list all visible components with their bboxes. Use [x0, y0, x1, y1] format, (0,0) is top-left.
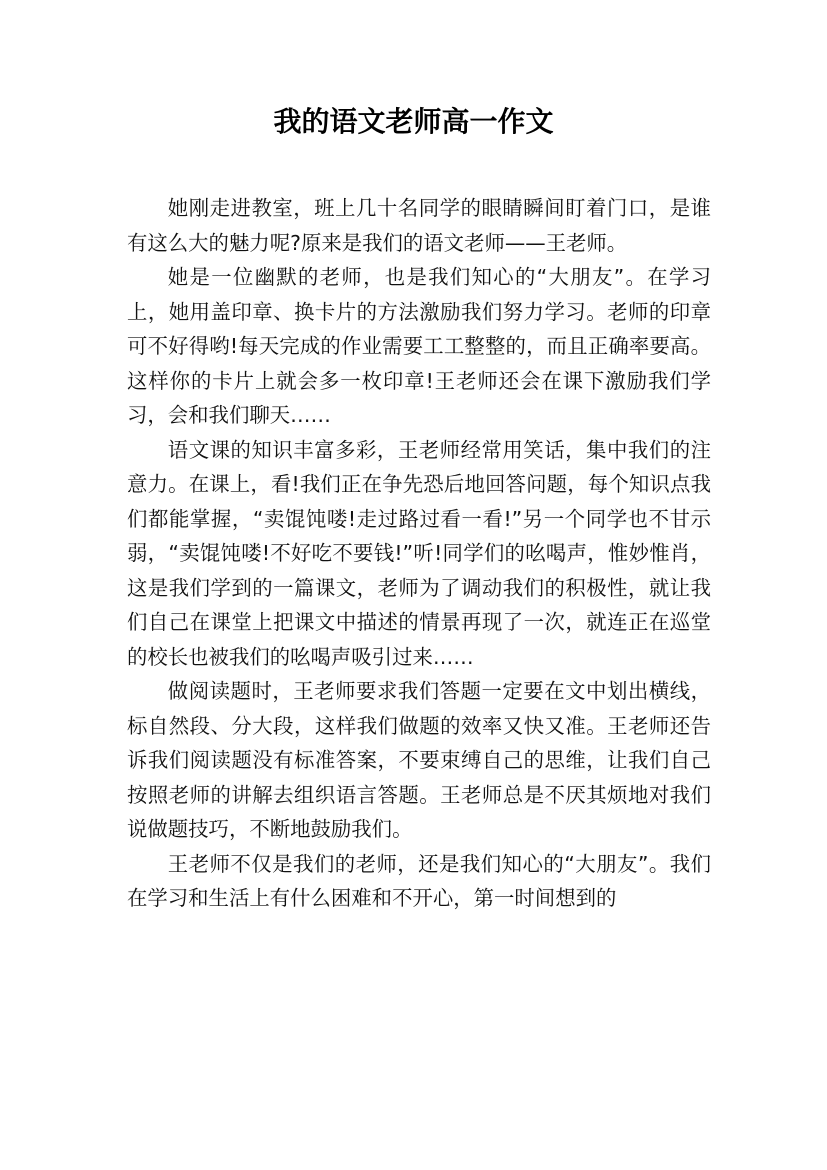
paragraph-4: 做阅读题时，王老师要求我们答题一定要在文中划出横线，标自然段、分大段，这样我们做题的效率又快又准。王老师还告诉我们阅读题没有标准答案，不要束缚自己的思维，让我们自己按照老师的讲解去组织语言答题。王老师总是不厌其烦地对我们说做题技巧，不断地鼓励我们。	[127, 679, 711, 841]
document-title: 我的语文老师高一作文	[273, 105, 554, 138]
paragraph-3: 语文课的知识丰富多彩，王老师经常用笑话，集中我们的注意力。在课上，看!我们正在争先恐后地回答问题，每个知识点我们都能掌握，“卖馄饨喽!走过路过看一看!”另一个同学也不甘示弱，“卖馄饨喽!不好吃不要钱!”听!同学们的吆喝声，惟妙惟肖，这是我们学到的一篇课文，老师为了调动我们的积极性，就让我们自己在课堂上把课文中描述的情景再现了一次，就连正在巡堂的校长也被我们的吆喝声吸引过来……	[127, 437, 711, 669]
document-body	[127, 191, 711, 916]
paragraph-1: 她刚走进教室，班上几十名同学的眼睛瞬间盯着门口，是谁有这么大的魅力呢?原来是我们的语文老师——王老师。	[127, 196, 711, 255]
paragraph-5: 王老师不仅是我们的老师，还是我们知心的“大朋友”。我们在学习和生活上有什么困难和不开心，第一时间想到的	[127, 851, 711, 910]
paragraph-2: 她是一位幽默的老师，也是我们知心的“大朋友”。在学习上，她用盖印章、换卡片的方法激励我们努力学习。老师的印章可不好得哟!每天完成的作业需要工工整整的，而且正确率要高。这样你的卡片上就会多一枚印章!王老师还会在课下激励我们学习，会和我们聊天……	[127, 265, 711, 427]
